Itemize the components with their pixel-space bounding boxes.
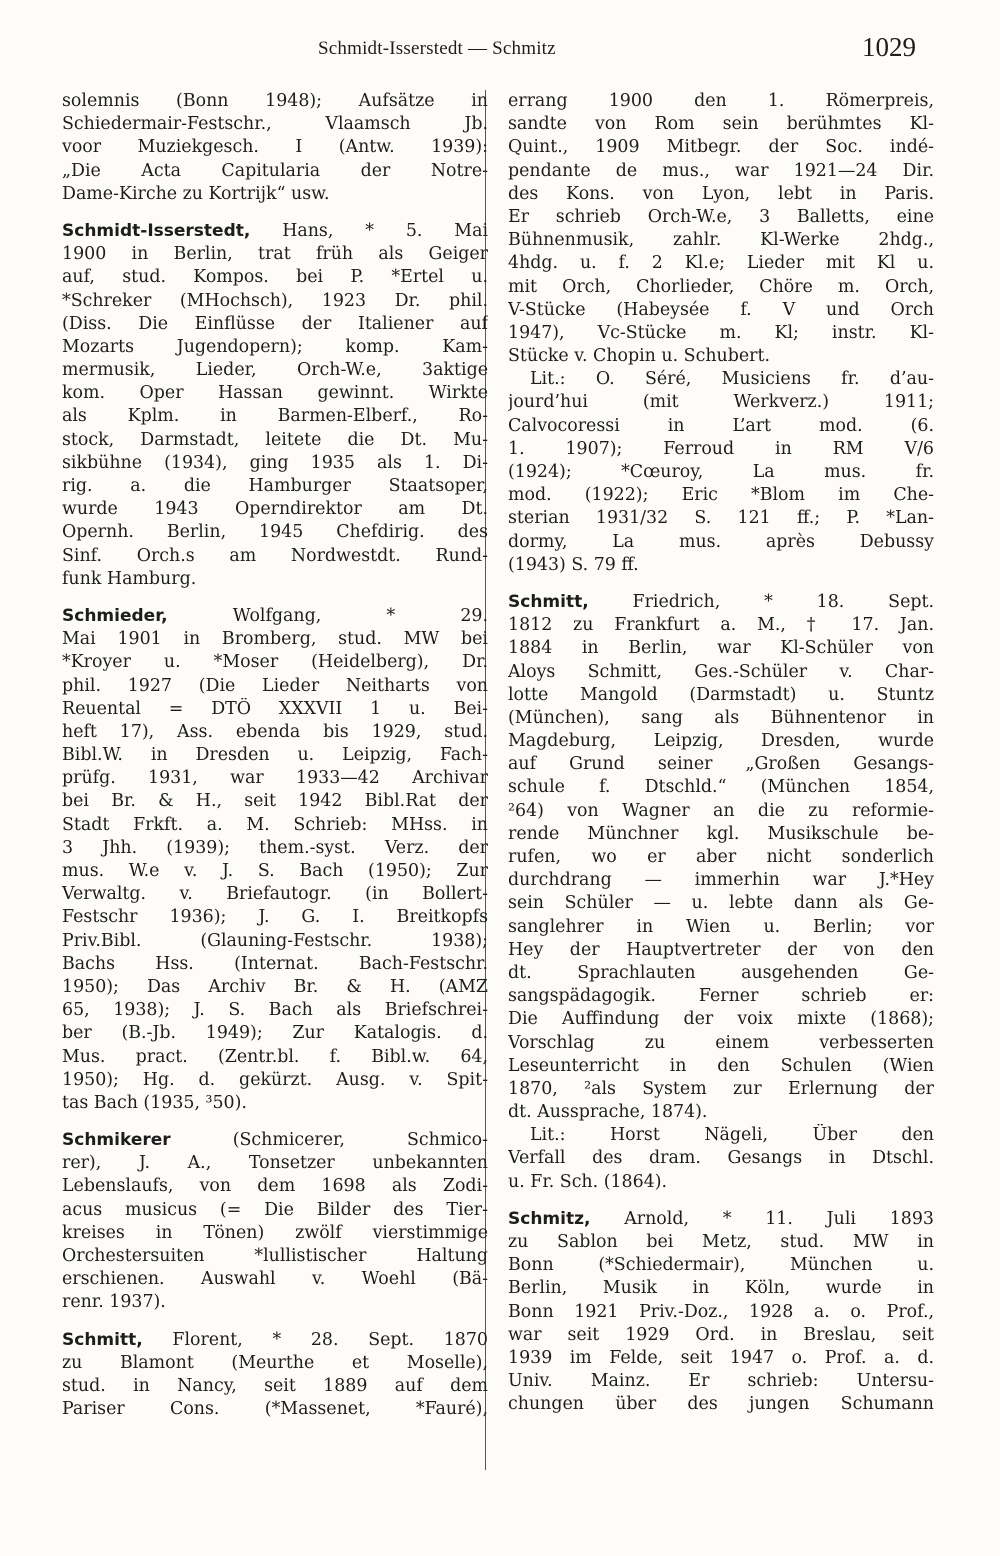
text-line: acus musicus (= Die Bilder des Tier- [62, 1199, 488, 1220]
text-line: 1884 in Berlin, war Kl-Schüler von [508, 638, 934, 659]
text-line: rer), J. A., Tonsetzer unbekannten [62, 1153, 488, 1174]
text-line: ber (B.-Jb. 1949); Zur Katalogis. d. [62, 1023, 488, 1044]
text-line: Mai 1901 in Bromberg, stud. MW bei [62, 629, 488, 650]
entry-headword: Schmidt-Isserstedt, [62, 220, 251, 241]
text-line: Opernh. Berlin, 1945 Chefdirig. des [62, 522, 488, 543]
text-line: war seit 1929 Ord. in Breslau, seit [508, 1324, 934, 1345]
text-line: sterian 1931/32 S. 121 ff.; P. *Lan- [508, 508, 934, 529]
text-line: dt. Sprachlauten ausgehenden Ge- [508, 962, 934, 983]
text-line: 1950); Das Archiv Br. & H. (AMZ [62, 976, 488, 997]
text-line: rende Münchner kgl. Musikschule be- [508, 823, 934, 844]
text-line: dt. Aussprache, 1874). [508, 1102, 708, 1123]
text-line: sikbühne (1934), ging 1935 als 1. Di- [62, 452, 488, 473]
text-line: errang 1900 den 1. Römerpreis, [508, 91, 934, 111]
text-line: Univ. Mainz. Er schrieb: Untersu- [508, 1371, 934, 1392]
text-line: sein Schüler — u. lebte dann als Ge- [508, 893, 934, 914]
text-line: pendante de mus., war 1921—24 Dir. [508, 160, 934, 181]
text-line: phil. 1927 (Die Lieder Neitharts von [62, 675, 488, 696]
text-line: 1950); Hg. d. gekürzt. Ausg. v. Spit- [62, 1069, 488, 1090]
text-line: ²64) von Wagner an die zu reformie- [508, 800, 934, 821]
text-line: solemnis (Bonn 1948); Aufsätze in [62, 91, 488, 111]
text-line: Magdeburg, Leipzig, Dresden, wurde [508, 731, 934, 752]
text-line: Bibl.W. in Dresden u. Leipzig, Fach- [62, 745, 488, 766]
continuation-text [62, 90, 488, 206]
entry-schmikerer [62, 1129, 488, 1315]
text-line: Schiedermair-Festschr., Vlaamsch Jb. [62, 114, 488, 135]
text-line: Vorschlag zu einem verbesserten [508, 1032, 934, 1053]
text-line: V-Stücke (Habeysée f. V und Orch [508, 299, 934, 320]
text-line: Mozarts Jugendopern); komp. Kam- [62, 336, 488, 357]
text-line: kom. Oper Hassan gewinnt. Wirkte [62, 383, 488, 404]
text-line: 4hdg. u. f. 2 Kl.e; Lieder mit Kl u. [508, 253, 934, 274]
text-line: schule f. Dtschld.“ (München 1854, [508, 777, 934, 798]
text-line: auf, stud. Kompos. bei P. *Ertel u. [62, 267, 488, 288]
text-line: Verfall des dram. Gesangs in Dtschl. [508, 1148, 934, 1169]
text-line: zu Sablon bei Metz, stud. MW in [508, 1232, 934, 1252]
text-line: Hans, * 5. Mai [282, 220, 488, 241]
text-line: (Diss. Die Einflüsse der Italiener auf [62, 313, 488, 334]
text-line: Die Auffindung der voix mixte (1868); [508, 1009, 934, 1030]
entry-headword: Schmitt, [508, 591, 589, 612]
text-line: 3 Jhh. (1939); them.-syst. Verz. der [62, 837, 488, 858]
text-line: funk Hamburg. [62, 568, 197, 589]
text-line: (Schmicerer, Schmico- [232, 1130, 488, 1151]
text-line: 1812 zu Frankfurt a. M., † 17. Jan. [508, 615, 934, 636]
text-line: (München), sang als Bühnentenor in [508, 707, 934, 728]
text-line: 1870, ²als System zur Erlernung der [508, 1078, 934, 1099]
text-line: mit Orch, Chorlieder, Chöre m. Orch, [508, 276, 934, 297]
text-line: tas Bach (1935, ³50). [62, 1092, 247, 1113]
text-line: Leseunterricht in den Schulen (Wien [508, 1055, 934, 1076]
text-line: Quint., 1909 Mitbegr. der Soc. indé- [508, 137, 934, 158]
text-line: Lebenslaufs, von dem 1698 als Zodi- [62, 1176, 488, 1197]
text-line: 1900 in Berlin, trat früh als Geiger [62, 244, 488, 265]
text-line: Dame-Kirche zu Kortrijk“ usw. [62, 183, 330, 204]
text-line: u. Fr. Sch. (1864). [508, 1171, 668, 1192]
text-line: auf Grund seiner „Großen Gesangs- [508, 754, 934, 775]
text-line: Calvocoressi in L’art mod. (6. [508, 415, 934, 436]
text-line: sangspädagogik. Ferner schrieb er: [508, 986, 934, 1007]
text-line: rufen, wo er aber nicht sonderlich [508, 847, 934, 867]
text-line: 1947), Vc-Stücke m. Kl; instr. Kl- [508, 322, 934, 343]
literature-list [508, 368, 934, 577]
text-line: *Schreker (MHochsch), 1923 Dr. phil. [62, 290, 488, 311]
text-line: Bachs Hss. (Internat. Bach-Festschr. [62, 953, 488, 974]
text-line: *Kroyer u. *Moser (Heidelberg), Dr. [62, 652, 488, 673]
text-line: heft 17), Ass. ebenda bis 1929, stud. [62, 721, 488, 742]
entry-headword: Schmieder, [62, 605, 168, 626]
text-line: Priv.Bibl. (Glauning-Festschr. 1938); [62, 930, 488, 951]
text-line: durchdrang — immerhin war J.*Hey [508, 870, 934, 891]
page-number: 1029 [862, 32, 916, 62]
text-line: 65, 1938); J. S. Bach als Briefschrei- [62, 1000, 488, 1021]
text-line: Mus. pract. (Zentr.bl. f. Bibl.w. 64, [62, 1046, 488, 1067]
entry-headword: Schmikerer [62, 1130, 171, 1151]
text-line: jourd’hui (mit Werkverz.) 1911; [508, 392, 934, 413]
text-line: mus. W.e v. J. S. Bach (1950); Zur [62, 861, 488, 881]
text-line: Bühnenmusik, zahlr. Kl-Werke 2hdg., [508, 230, 934, 251]
text-line: sanglehrer in Wien u. Berlin; vor [508, 916, 934, 937]
text-line: mermusik, Lieder, Orch-W.e, 3aktige [62, 360, 488, 381]
text-line: Arnold, * 11. Juli 1893 [624, 1208, 934, 1229]
entry-schmitt-florent [62, 1329, 488, 1422]
text-line: „Die Acta Capitularia der Notre- [62, 160, 488, 181]
text-line: kreises in Tönen) zwölf vierstimmige [62, 1222, 488, 1243]
text-line: stud. in Nancy, seit 1889 auf dem [62, 1375, 488, 1396]
text-line: Verwaltg. v. Briefautogr. (in Bollert- [62, 884, 488, 905]
text-line: chungen über des jungen Schumann [508, 1394, 934, 1415]
text-line: Bonn (*Schiedermair), München u. [508, 1255, 934, 1276]
text-line: erschienen. Auswahl v. Woehl (Bä- [62, 1269, 488, 1290]
text-line: Aloys Schmitt, Ges.-Schüler v. Char- [508, 661, 934, 682]
text-line: mod. (1922); Eric *Blom im Che- [508, 485, 934, 506]
text-line: zu Blamont (Meurthe et Moselle), [62, 1352, 488, 1373]
text-line: Lit.: O. Séré, Musiciens fr. d’au- [530, 369, 934, 390]
text-line: rig. a. die Hamburger Staatsoper, [62, 476, 488, 496]
text-line: Friedrich, * 18. Sept. [632, 591, 934, 612]
text-line: Bonn 1921 Priv.-Doz., 1928 a. o. Prof., [508, 1301, 934, 1322]
entry-schmitz [508, 1208, 934, 1417]
text-line: Lit.: Horst Nägeli, Über den [530, 1125, 934, 1146]
text-line: sandte von Rom sein berühmtes Kl- [508, 114, 934, 135]
text-line: Orchestersuiten *lullistischer Haltung [62, 1246, 488, 1266]
entry-schmidt-isserstedt [62, 220, 488, 591]
text-line: Sinf. Orch.s am Nordwestdt. Rund- [62, 545, 488, 566]
text-line: Festschr 1936); J. G. I. Breitkopfs [62, 907, 488, 928]
entry-schmieder [62, 605, 488, 1115]
text-line: des Kons. von Lyon, lebt in Paris. [508, 183, 934, 204]
right-column [508, 90, 934, 1417]
text-line: (1924); *Cœuroy, La mus. fr. [508, 462, 934, 482]
text-line: Er schrieb Orch-W.e, 3 Balletts, eine [508, 206, 934, 227]
text-line: Berlin, Musik in Köln, wurde in [508, 1278, 934, 1299]
text-line: als Kplm. in Barmen-Elberf., Ro- [62, 406, 488, 427]
text-line: renr. 1937). [62, 1292, 166, 1313]
text-line: Stadt Frkft. a. M. Schrieb: MHss. in [62, 814, 488, 835]
text-line: Reuental = DTÖ XXXVII 1 u. Bei- [62, 698, 488, 719]
text-line: Wolfgang, * 29. [232, 605, 488, 626]
text-line: Florent, * 28. Sept. 1870 [172, 1329, 488, 1350]
text-line: stock, Darmstadt, leitete die Dt. Mu- [62, 429, 488, 450]
text-line: Hey der Hauptvertreter der von den [508, 939, 934, 960]
entry-schmitt-friedrich [508, 591, 934, 1194]
text-line: wurde 1943 Operndirektor am Dt. [62, 499, 488, 520]
text-line: dormy, La mus. après Debussy [508, 531, 934, 552]
text-line: voor Muziekgesch. I (Antw. 1939): [62, 137, 488, 158]
continuation-text [508, 90, 934, 368]
text-line: prüfg. 1931, war 1933—42 Archivar [62, 768, 488, 789]
left-column [62, 90, 488, 1421]
text-line: 1939 im Felde, seit 1947 o. Prof. a. d. [508, 1347, 934, 1368]
text-line: lotte Mangold (Darmstadt) u. Stuntz [508, 684, 934, 705]
text-line: 1. 1907); Ferroud in RM V/6 [508, 438, 934, 459]
text-line: bei Br. & H., seit 1942 Bibl.Rat der [62, 791, 488, 812]
entry-headword: Schmitt, [62, 1329, 143, 1350]
text-line: Pariser Cons. (*Massenet, *Fauré), [62, 1399, 488, 1420]
text-line: Stücke v. Chopin u. Schubert. [508, 346, 770, 367]
running-head: Schmidt-Isserstedt — Schmitz [318, 38, 556, 59]
text-line: (1943) S. 79 ff. [508, 554, 639, 575]
entry-headword: Schmitz, [508, 1208, 591, 1229]
